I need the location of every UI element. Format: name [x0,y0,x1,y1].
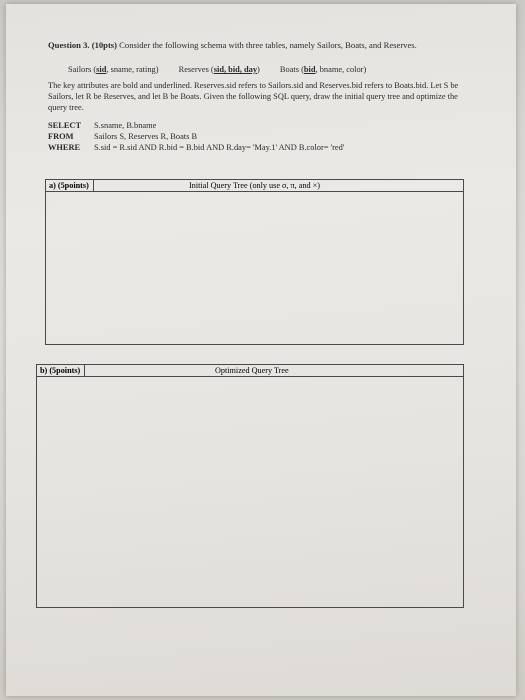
schema-line [68,64,472,75]
boats-key: bid [303,65,316,74]
schema-sailors: Sailors (sid, sname, rating) [68,65,159,74]
sql-where-line: WHERE S.sid = R.sid AND R.bid = B.bid AND R.day= 'May.1' AND B.color= 'red' [48,143,345,152]
sailors-key: sid [96,65,107,74]
part-a-label: a) (5points) [49,180,94,191]
paper-sheet [6,4,516,696]
part-a-answer-box[interactable] [45,179,464,345]
reserves-key: sid, bid, day [213,65,258,74]
part-b-header [37,365,463,377]
part-b-title: Optimized Query Tree [215,366,289,375]
question-text-block [48,40,472,153]
sql-query [48,120,472,153]
sql-select-line: SELECT S.sname, B.bname [48,121,157,130]
schema-reserves: Reserves (sid, bid, day) [178,65,260,74]
part-b-answer-box[interactable] [36,364,464,608]
schema-boats: Boats (bid, bname, color) [279,65,367,74]
sql-from-line: FROM Sailors S, Reserves R, Boats B [48,132,198,141]
question-header [48,40,472,51]
question-points: (10pts) [91,40,118,50]
question-intro: Consider the following schema with three tables, namely Sailors, Boats, and Reserves. [119,40,417,50]
part-b-label: b) (5points) [40,365,85,376]
schema-description: The key attributes are bold and underlined. Reserves.sid refers to Sailors.sid and Reserves.bid refers to Boats.bid. Let S be Sailors, let R be Reserves, and let B be Boats. Given the following SQL query, draw the initial query tree and optimize the query tree. [48,81,459,112]
part-a-title: Initial Query Tree (only use σ, π, and ×) [189,181,320,190]
question-number: Question 3. [48,40,90,50]
part-a-header [46,180,463,192]
